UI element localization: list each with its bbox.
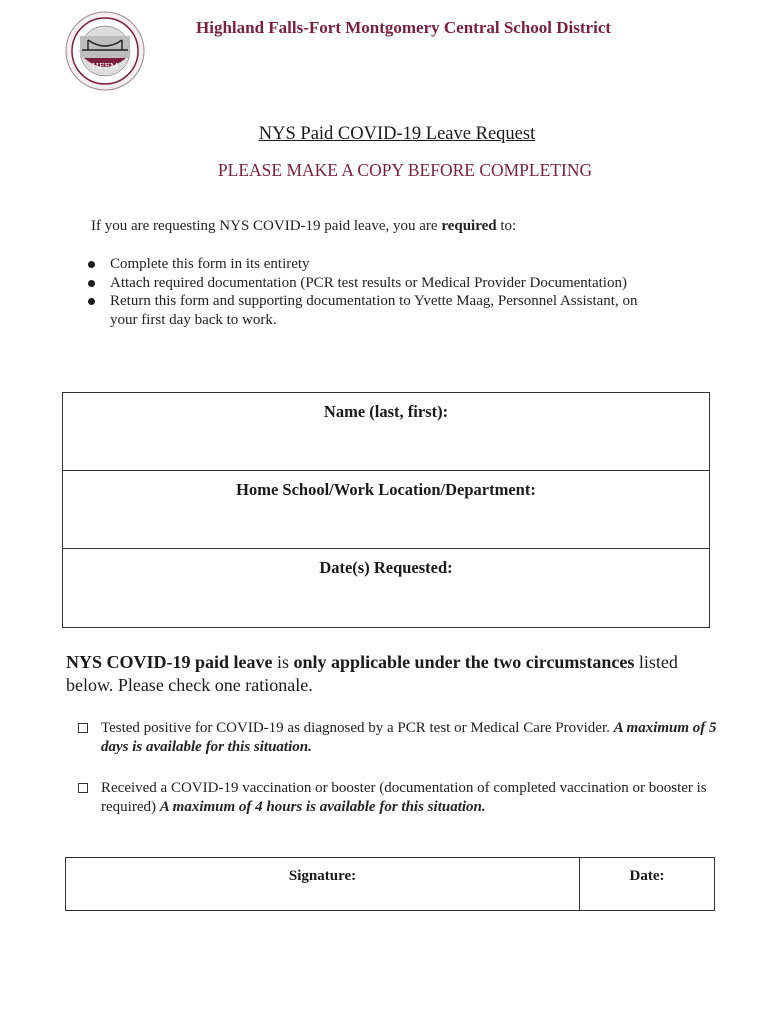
employee-info-table bbox=[62, 392, 710, 628]
intro-text-end: to: bbox=[496, 218, 517, 234]
district-logo bbox=[64, 10, 146, 92]
instruction-item: Return this form and supporting documentation to Yvette Maag, Personnel Assistant, on your first day back to work. bbox=[86, 292, 646, 329]
intro-required: required bbox=[441, 218, 497, 234]
name-field[interactable] bbox=[63, 393, 709, 471]
option-limit-note: A maximum of 4 hours is available for this situation. bbox=[159, 799, 486, 815]
instruction-item: Complete this form in its entirety bbox=[86, 255, 646, 274]
rationale-leave-type: NYS COVID-19 paid leave bbox=[66, 652, 273, 672]
rationale-text bbox=[66, 651, 726, 697]
form-title: NYS Paid COVID-19 Leave Request bbox=[258, 124, 536, 144]
rationale-connector: is bbox=[272, 652, 294, 672]
instruction-list bbox=[86, 255, 646, 329]
option-positive-test bbox=[78, 719, 718, 757]
intro-text-start: If you are requesting NYS COVID-19 paid leave, you are bbox=[91, 218, 442, 234]
option-vaccination bbox=[78, 779, 718, 817]
date-label: Date: bbox=[629, 868, 665, 884]
rationale-instruction: listed below. Please check one rationale. bbox=[66, 652, 678, 695]
svg-text:HFFM: HFFM bbox=[91, 62, 119, 71]
dates-field[interactable] bbox=[63, 549, 709, 627]
signature-field[interactable] bbox=[66, 858, 580, 910]
vaccination-checkbox[interactable] bbox=[78, 783, 88, 793]
option-description: Tested positive for COVID-19 as diagnosed by a PCR test or Medical Care Provider. bbox=[101, 720, 614, 736]
rationale-condition: only applicable under the two circumstances bbox=[293, 652, 635, 672]
location-label: Home School/Work Location/Department: bbox=[236, 480, 536, 499]
dates-label: Date(s) Requested: bbox=[319, 558, 453, 577]
option-text bbox=[101, 779, 718, 817]
district-name: Highland Falls-Fort Montgomery Central School District bbox=[196, 18, 612, 37]
copy-warning: PLEASE MAKE A COPY BEFORE COMPLETING bbox=[217, 160, 593, 180]
intro-text bbox=[91, 218, 516, 235]
location-field[interactable] bbox=[63, 471, 709, 549]
date-field[interactable] bbox=[580, 858, 714, 910]
option-limit-note: A maximum of 5 days is available for this situation. bbox=[101, 720, 717, 755]
signature-table bbox=[65, 857, 715, 911]
option-text bbox=[101, 719, 718, 757]
instruction-item: Attach required documentation (PCR test results or Medical Provider Documentation) bbox=[86, 274, 646, 293]
option-description: Received a COVID-19 vaccination or booster (documentation of completed vaccination or booster is required) bbox=[101, 780, 707, 815]
positive-test-checkbox[interactable] bbox=[78, 723, 88, 733]
name-label: Name (last, first): bbox=[323, 402, 449, 421]
signature-label: Signature: bbox=[288, 868, 357, 884]
